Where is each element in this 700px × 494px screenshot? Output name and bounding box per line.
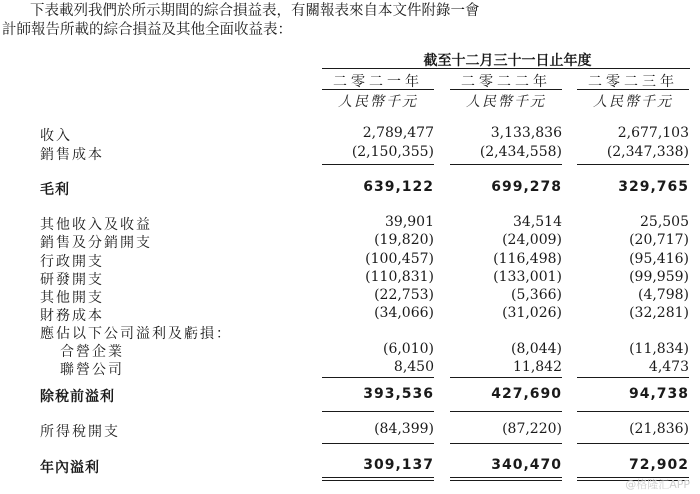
- subtotal-rule: [577, 443, 689, 444]
- cell-joint-ventures-col1: (6,010): [382, 341, 434, 357]
- subtotal-rule: [450, 377, 562, 378]
- period-divider: [322, 68, 690, 69]
- cell-finance-costs-col2: (31,026): [502, 305, 562, 321]
- cell-income-tax-col1: (84,399): [374, 421, 434, 437]
- subtotal-rule: [322, 164, 434, 165]
- unit-2022: 人民幣千元: [466, 94, 546, 110]
- row-label-share-of-profit-heading: 應佔以下公司溢利及虧損：: [40, 326, 232, 342]
- cell-other-income-col2: 34,514: [513, 214, 562, 230]
- cell-admin-expenses-col2: (116,498): [493, 251, 562, 267]
- cell-profit-before-tax-col3: 94,738: [628, 386, 689, 402]
- subtotal-rule: [450, 411, 562, 412]
- row-label-income-tax: 所得稅開支: [40, 424, 120, 440]
- subtotal-rule: [450, 443, 562, 444]
- total-double-rule: [450, 477, 562, 478]
- row-label-joint-ventures: 合營企業: [60, 344, 124, 360]
- cell-income-tax-col3: (21,836): [629, 421, 689, 437]
- subtotal-rule: [322, 377, 434, 378]
- row-label-gross-profit: 毛利: [40, 182, 70, 198]
- subtotal-rule: [577, 411, 689, 412]
- cell-gross-profit-col2: 699,278: [491, 179, 562, 195]
- cell-associates-col3: 4,473: [648, 359, 689, 375]
- unit-2021: 人民幣千元: [338, 94, 418, 110]
- cell-profit-for-year-col1: 309,137: [363, 457, 434, 473]
- cell-profit-for-year-col3: 72,902: [628, 457, 689, 473]
- year-divider: [577, 89, 689, 90]
- subtotal-rule: [322, 411, 434, 412]
- total-double-rule: [322, 480, 434, 481]
- cell-admin-expenses-col3: (95,416): [629, 251, 689, 267]
- cell-other-expenses-col2: (5,366): [510, 287, 562, 303]
- row-label-associates: 聯營公司: [60, 362, 124, 378]
- cell-finance-costs-col3: (32,281): [629, 305, 689, 321]
- cell-rd-expenses-col3: (99,959): [629, 269, 689, 285]
- cell-profit-before-tax-col1: 393,536: [363, 386, 434, 402]
- row-label-profit-for-year: 年內溢利: [40, 460, 100, 476]
- intro-line-1: 下表載列我們於所示期間的綜合損益表，有關報表來自本文件附錄一會: [30, 3, 480, 19]
- year-2023: 二零二三年: [588, 74, 678, 90]
- intro-line-2: 計師報告所載的綜合損益及其他全面收益表：: [2, 22, 292, 38]
- row-label-other-income: 其他收入及收益: [40, 217, 152, 233]
- year-2021: 二零二一年: [333, 74, 423, 90]
- subtotal-rule: [577, 164, 689, 165]
- cell-revenue-col1: 2,789,477: [362, 125, 434, 141]
- subtotal-rule: [577, 377, 689, 378]
- cell-gross-profit-col3: 329,765: [618, 179, 689, 195]
- cell-selling-expenses-col3: (20,717): [629, 232, 689, 248]
- total-double-rule: [450, 480, 562, 481]
- cell-associates-col1: 8,450: [393, 359, 434, 375]
- cell-cost-of-sales-col1: (2,150,355): [351, 144, 434, 160]
- row-label-revenue: 收入: [40, 128, 72, 144]
- cell-joint-ventures-col3: (11,834): [629, 341, 689, 357]
- intro-paragraph: [0, 2, 700, 40]
- year-divider: [450, 89, 562, 90]
- cell-revenue-col2: 3,133,836: [490, 125, 562, 141]
- cell-cost-of-sales-col3: (2,347,338): [606, 144, 689, 160]
- cell-selling-expenses-col2: (24,009): [502, 232, 562, 248]
- cell-selling-expenses-col1: (19,820): [374, 232, 434, 248]
- row-label-finance-costs: 財務成本: [40, 308, 104, 324]
- row-label-cost-of-sales: 銷售成本: [40, 147, 104, 163]
- row-label-rd-expenses: 研發開支: [40, 272, 104, 288]
- subtotal-rule: [322, 443, 434, 444]
- total-double-rule: [322, 477, 434, 478]
- cell-income-tax-col2: (87,220): [502, 421, 562, 437]
- watermark: @格隆汇APP: [625, 478, 690, 491]
- cell-profit-for-year-col2: 340,470: [491, 457, 562, 473]
- year-2022: 二零二二年: [461, 74, 551, 90]
- row-label-selling-expenses: 銷售及分銷開支: [40, 235, 152, 251]
- subtotal-rule: [450, 164, 562, 165]
- unit-2023: 人民幣千元: [593, 94, 673, 110]
- cell-rd-expenses-col2: (133,001): [493, 269, 562, 285]
- cell-associates-col2: 11,842: [513, 359, 562, 375]
- row-label-profit-before-tax: 除稅前溢利: [40, 389, 115, 405]
- cell-other-expenses-col3: (4,798): [637, 287, 689, 303]
- cell-rd-expenses-col1: (110,831): [365, 269, 434, 285]
- cell-admin-expenses-col1: (100,457): [365, 251, 434, 267]
- cell-gross-profit-col1: 639,122: [363, 179, 434, 195]
- cell-revenue-col3: 2,677,103: [617, 125, 689, 141]
- cell-finance-costs-col1: (34,066): [374, 305, 434, 321]
- cell-cost-of-sales-col2: (2,434,558): [479, 144, 562, 160]
- cell-other-income-col1: 39,901: [385, 214, 434, 230]
- cell-joint-ventures-col2: (8,044): [510, 341, 562, 357]
- cell-profit-before-tax-col2: 427,690: [491, 386, 562, 402]
- period-heading: 截至十二月三十一日止年度: [423, 53, 592, 69]
- cell-other-expenses-col1: (22,753): [374, 287, 434, 303]
- row-label-other-expenses: 其他開支: [40, 290, 104, 306]
- year-divider: [322, 89, 434, 90]
- cell-other-income-col3: 25,505: [640, 214, 689, 230]
- row-label-admin-expenses: 行政開支: [40, 254, 104, 270]
